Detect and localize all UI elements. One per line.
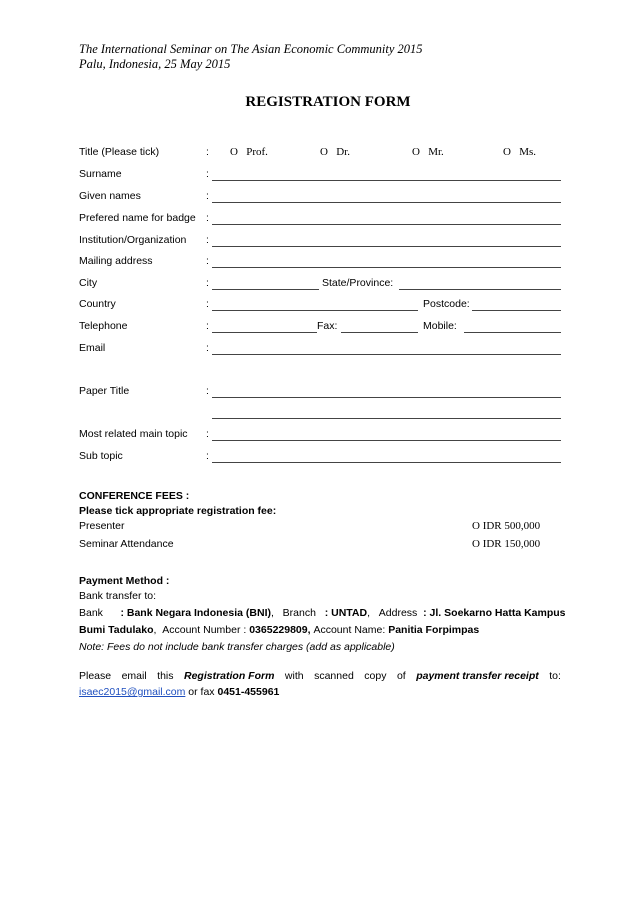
institution-field[interactable] (212, 246, 561, 247)
given-names-label: Given names (79, 190, 141, 202)
paper-title-field[interactable] (212, 397, 561, 398)
address-value: : Jl. Soekarno Hatta Kampus (423, 607, 566, 619)
radio-circle-icon: O (412, 146, 420, 158)
fee-attendance-label: Seminar Attendance (79, 538, 174, 550)
state-label: State/Province: (322, 277, 394, 289)
given-names-row: Given names : (79, 190, 561, 206)
country-field[interactable] (212, 310, 418, 311)
fee-attendance-row (79, 538, 561, 554)
fax-number: 0451-455961 (217, 686, 280, 698)
fee-attendance-option[interactable]: O IDR 150,000 (472, 538, 541, 550)
surname-field[interactable] (212, 180, 561, 181)
sub-topic-field[interactable] (212, 462, 561, 463)
account-number-label: Account Number : (162, 624, 247, 636)
contact-line: isaec2015@gmail.com or fax 0451-455961 (79, 686, 280, 698)
seminar-location-date: Palu, Indonesia, 25 May 2015 (79, 57, 231, 71)
main-topic-label: Most related main topic (79, 428, 188, 440)
account-name: Panitia Forpimpas (388, 624, 480, 636)
title-option-mr[interactable]: O Mr. (412, 146, 444, 158)
mailing-address-field[interactable] (212, 267, 561, 268)
city-label: City (79, 277, 98, 289)
city-field[interactable] (212, 289, 319, 290)
fax-label: Fax: (317, 320, 338, 332)
badge-name-field[interactable] (212, 224, 561, 225)
country-label: Country (79, 298, 116, 310)
fee-presenter-row (79, 520, 561, 536)
payment-note: Note: Fees do not include bank transfer charges (add as applicable) (79, 641, 395, 653)
title-option-ms[interactable]: O Ms. (503, 146, 537, 158)
mobile-label: Mobile: (423, 320, 457, 332)
title-option-dr[interactable]: O Dr. (320, 146, 350, 158)
payment-bank-line: Bank : Bank Negara Indonesia (BNI), Branch : UNTAD, Address : Jl. Soekarno Hatta Kampus (79, 607, 566, 619)
title-label: Title (Please tick) (79, 146, 160, 158)
fax-field[interactable] (341, 332, 418, 333)
email-row: Email : (79, 342, 561, 358)
bank-name: : Bank Negara Indonesia (BNI) (120, 607, 271, 619)
telephone-row: Telephone : Fax: Mobile: (79, 320, 561, 336)
account-number: 0365229809, (249, 624, 311, 636)
paper-title-field-line-2[interactable] (212, 418, 561, 419)
fee-presenter-option[interactable]: O IDR 500,000 (472, 520, 541, 532)
fee-presenter-label: Presenter (79, 520, 125, 532)
institution-label: Institution/Organization (79, 234, 187, 246)
state-field[interactable] (399, 289, 561, 290)
mailing-address-row: Mailing address : (79, 255, 561, 271)
paper-title-label: Paper Title (79, 385, 130, 397)
address-value-2: Bumi Tadulako (79, 624, 154, 636)
radio-circle-icon: O (503, 146, 511, 158)
account-name-label: Account Name: (313, 624, 386, 636)
paper-title-row: Paper Title : (79, 385, 561, 401)
title-row (79, 146, 561, 162)
postcode-field[interactable] (472, 310, 561, 311)
email-field[interactable] (212, 354, 561, 355)
surname-label: Surname (79, 168, 122, 180)
payment-receipt-emphasis: payment transfer receipt (416, 670, 539, 682)
branch-value: : UNTAD (324, 607, 368, 619)
main-topic-row: Most related main topic : (79, 428, 561, 444)
address-label: Address (378, 607, 418, 619)
postcode-label: Postcode: (423, 298, 470, 310)
email-link[interactable]: isaec2015@gmail.com (79, 686, 186, 698)
bank-label: Bank (79, 607, 103, 619)
institution-row: Institution/Organization : (79, 234, 561, 250)
country-row: Country : Postcode: (79, 298, 561, 314)
telephone-field[interactable] (212, 332, 317, 333)
registration-form-emphasis: Registration Form (184, 670, 275, 682)
paper-title-row-2 (79, 406, 561, 422)
email-label: Email (79, 342, 106, 354)
telephone-label: Telephone (79, 320, 128, 332)
mailing-address-label: Mailing address (79, 255, 153, 267)
badge-name-label: Prefered name for badge (79, 212, 196, 224)
seminar-title: The International Seminar on The Asian Economic Community 2015 (79, 42, 423, 56)
fees-heading: CONFERENCE FEES : (79, 490, 190, 502)
main-topic-field[interactable] (212, 440, 561, 441)
surname-row: Surname : (79, 168, 561, 184)
payment-account-line: Bumi Tadulako, Account Number : 0365229809, Account Name: Panitia Forpimpas (79, 624, 480, 636)
title-option-prof[interactable]: O Prof. (230, 146, 268, 158)
closing-instruction-line: Please email this Registration Form with scanned copy of payment transfer receipt to: (79, 670, 561, 682)
mobile-field[interactable] (464, 332, 561, 333)
badge-name-row: Prefered name for badge : (79, 212, 561, 228)
radio-circle-icon: O (320, 146, 328, 158)
sub-topic-label: Sub topic (79, 450, 123, 462)
radio-circle-icon: O (230, 146, 238, 158)
payment-heading: Payment Method : (79, 575, 170, 587)
fees-instruction: Please tick appropriate registration fee: (79, 505, 277, 517)
colon: : (206, 146, 209, 158)
city-row: City : State/Province: (79, 277, 561, 293)
branch-label: Branch (282, 607, 316, 619)
given-names-field[interactable] (212, 202, 561, 203)
sub-topic-row: Sub topic : (79, 450, 561, 466)
payment-transfer-label: Bank transfer to: (79, 590, 157, 602)
form-title: REGISTRATION FORM (245, 94, 411, 110)
